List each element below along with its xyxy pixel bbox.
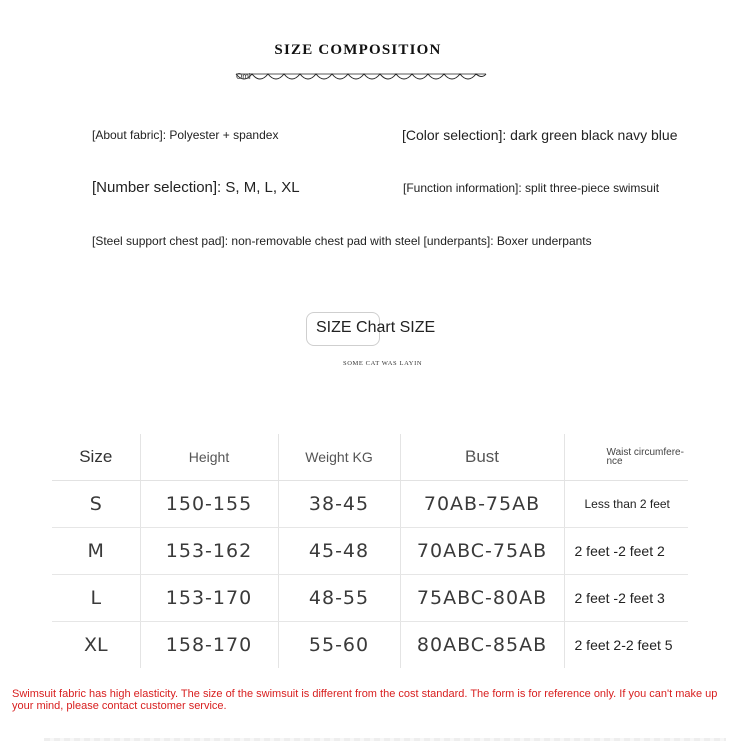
elasticity-note: Swimsuit fabric has high elasticity. The size of the swimsuit is different from the cost standard. The form is for reference only. If you can't make up your mind, please contact customer service. (12, 688, 718, 712)
steel-support-info: [Steel support chest pad]: non-removable chest pad with steel [underpants]: Boxer underpants (92, 234, 592, 248)
table-row (52, 575, 688, 622)
cell-height: 153-162 (140, 528, 278, 575)
cell-waist: 2 feet 2-2 feet 5 (574, 637, 673, 653)
cell-weight: 55-60 (278, 622, 400, 669)
header-weight: Weight KG (278, 434, 400, 481)
scallop-ornament (234, 70, 488, 86)
function-info: [Function information]: split three-piece swimsuit (403, 181, 660, 195)
cell-waist: 2 feet -2 feet 2 (564, 528, 688, 575)
ornament-tag: Omi (236, 72, 251, 81)
cell-size: M (52, 528, 140, 575)
table-row (52, 481, 688, 528)
header-size: Size (52, 434, 140, 481)
header-waist: Waist circumfere-nce (564, 434, 688, 481)
table-row (52, 528, 688, 575)
cell-height: 150-155 (140, 481, 278, 528)
header-bust: Bust (400, 434, 564, 481)
cell-bust: 75ABC-80AB (400, 575, 564, 622)
cell-size: L (52, 575, 140, 622)
cell-waist: 2 feet -2 feet 3 (564, 575, 688, 622)
cell-height: 153-170 (140, 575, 278, 622)
cell-height: 158-170 (140, 622, 278, 669)
cell-weight: 38-45 (278, 481, 400, 528)
header-height: Height (140, 434, 278, 481)
cell-bust: 70AB-75AB (400, 481, 564, 528)
cell-size: XL (52, 622, 140, 669)
number-selection-info: [Number selection]: S, M, L, XL (92, 179, 300, 196)
page-title: SIZE COMPOSITION (274, 42, 442, 58)
table-header-row (52, 434, 688, 481)
size-table (52, 434, 688, 668)
cell-weight: 45-48 (278, 528, 400, 575)
table-row (52, 622, 688, 669)
cell-weight: 48-55 (278, 575, 400, 622)
footer-divider (44, 738, 726, 741)
cell-bust: 80ABC-85AB (400, 622, 564, 669)
fabric-info: [About fabric]: Polyester + spandex (92, 128, 279, 142)
cell-bust: 70ABC-75AB (400, 528, 564, 575)
size-chart-subtitle: SOME CAT WAS LAYIN (343, 360, 423, 367)
color-selection-info: [Color selection]: dark green black navy blue (402, 127, 678, 143)
size-chart-heading: SIZE Chart SIZE (316, 319, 436, 336)
cell-size: S (52, 481, 140, 528)
cell-waist: Less than 2 feet (564, 481, 688, 528)
